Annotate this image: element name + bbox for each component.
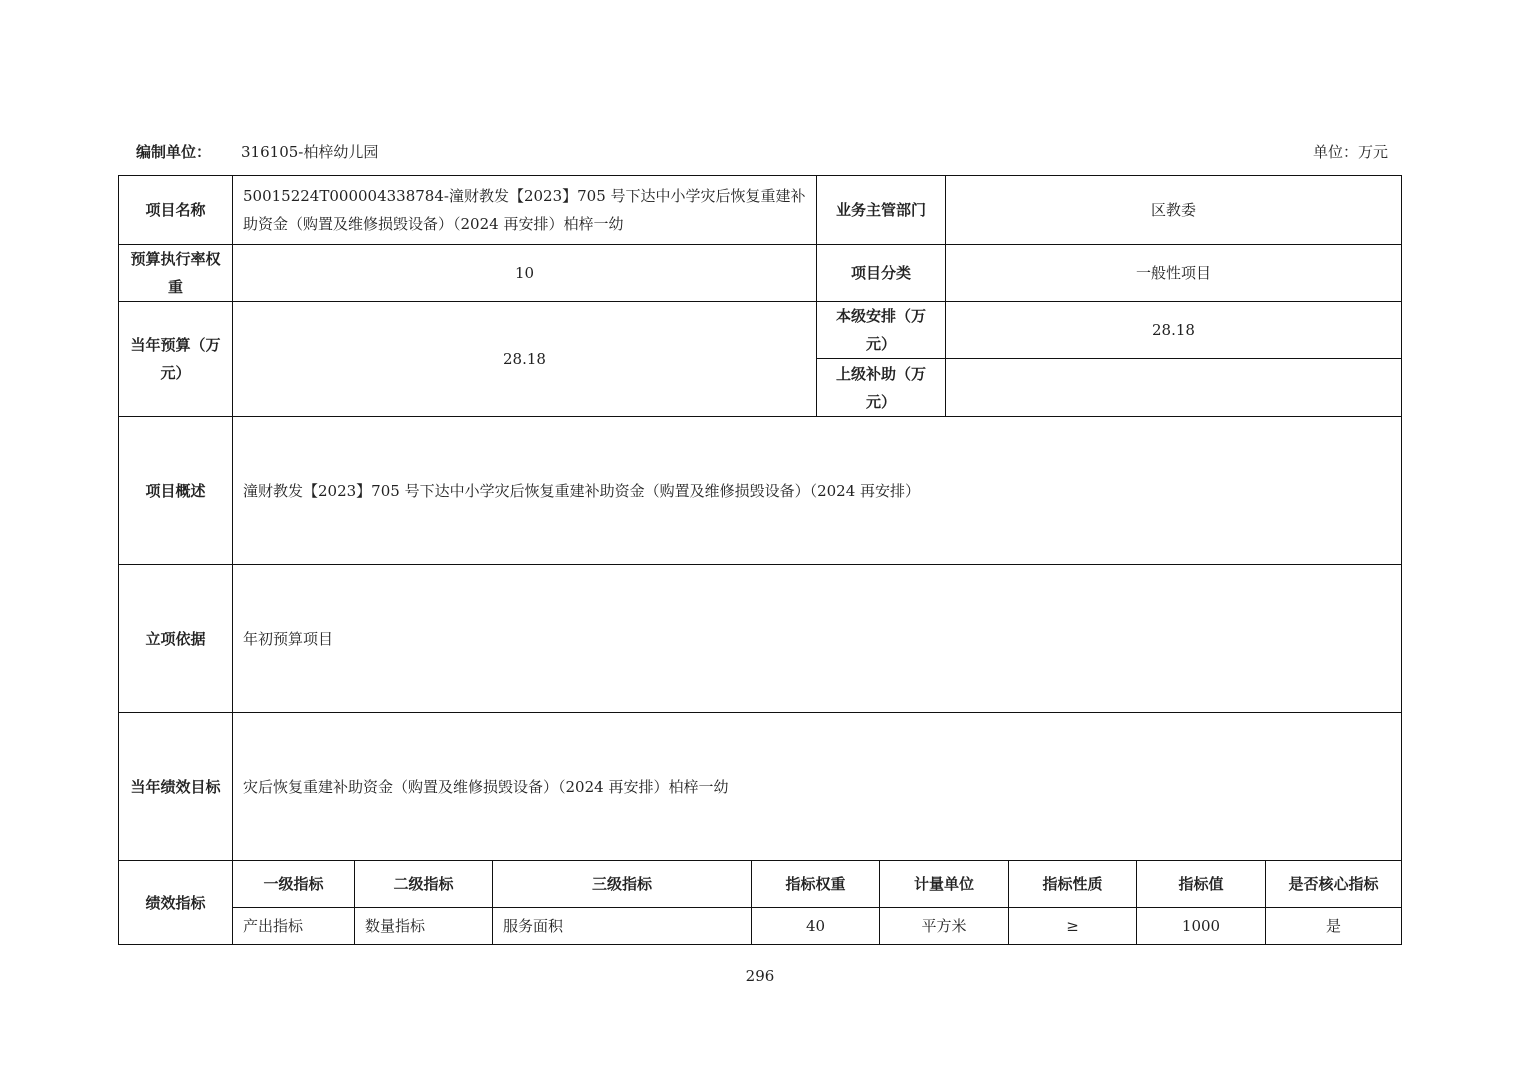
indicator-cell: 产出指标 [232, 907, 355, 945]
indicator-cell: 是 [1265, 907, 1402, 945]
indicator-cell: 数量指标 [354, 907, 493, 945]
indicator-header: 计量单位 [879, 860, 1009, 908]
exec-weight-label: 预算执行率权重 [118, 244, 233, 302]
budget-value: 28.18 [232, 301, 817, 417]
category-label: 项目分类 [816, 244, 946, 302]
goal-label: 当年绩效目标 [118, 712, 233, 861]
dept-label: 业务主管部门 [816, 175, 946, 245]
local-label: 本级安排（万元） [816, 301, 946, 359]
overview-label: 项目概述 [118, 416, 233, 565]
header-left [136, 141, 378, 162]
indicator-cell: 1000 [1136, 907, 1266, 945]
page-number: 296 [745, 967, 775, 985]
exec-weight-value: 10 [232, 244, 817, 302]
upper-value [945, 358, 1402, 417]
currency-unit: 单位：万元 [1313, 143, 1389, 161]
goal-value: 灾后恢复重建补助资金（购置及维修损毁设备）（2024 再安排）柏梓一幼 [232, 712, 1402, 861]
indicator-header: 指标值 [1136, 860, 1266, 908]
indicator-header: 指标权重 [751, 860, 880, 908]
indicator-cell: 服务面积 [492, 907, 752, 945]
project-name-label: 项目名称 [118, 175, 233, 245]
indicator-label: 绩效指标 [118, 860, 233, 945]
project-name-value: 50015224T000004338784-潼财教发【2023】705 号下达中小学灾后恢复重建补助资金（购置及维修损毁设备）（2024 再安排）柏梓一幼 [232, 175, 817, 245]
budget-label: 当年预算（万元） [118, 301, 233, 417]
category-value: 一般性项目 [945, 244, 1402, 302]
local-value: 28.18 [945, 301, 1402, 359]
unit-label: 编制单位： [136, 143, 212, 161]
indicator-cell: ≥ [1008, 907, 1137, 945]
indicator-header: 指标性质 [1008, 860, 1137, 908]
unit-value: 316105-柏梓幼儿园 [241, 143, 379, 161]
basis-value: 年初预算项目 [232, 564, 1402, 713]
indicator-cell: 平方米 [879, 907, 1009, 945]
indicator-header: 是否核心指标 [1265, 860, 1402, 908]
indicator-header: 三级指标 [492, 860, 752, 908]
upper-label: 上级补助（万元） [816, 358, 946, 417]
dept-value: 区教委 [945, 175, 1402, 245]
indicator-cell: 40 [751, 907, 880, 945]
basis-label: 立项依据 [118, 564, 233, 713]
indicator-header: 一级指标 [232, 860, 355, 908]
overview-value: 潼财教发【2023】705 号下达中小学灾后恢复重建补助资金（购置及维修损毁设备）（2024 再安排） [232, 416, 1402, 565]
indicator-header: 二级指标 [354, 860, 493, 908]
